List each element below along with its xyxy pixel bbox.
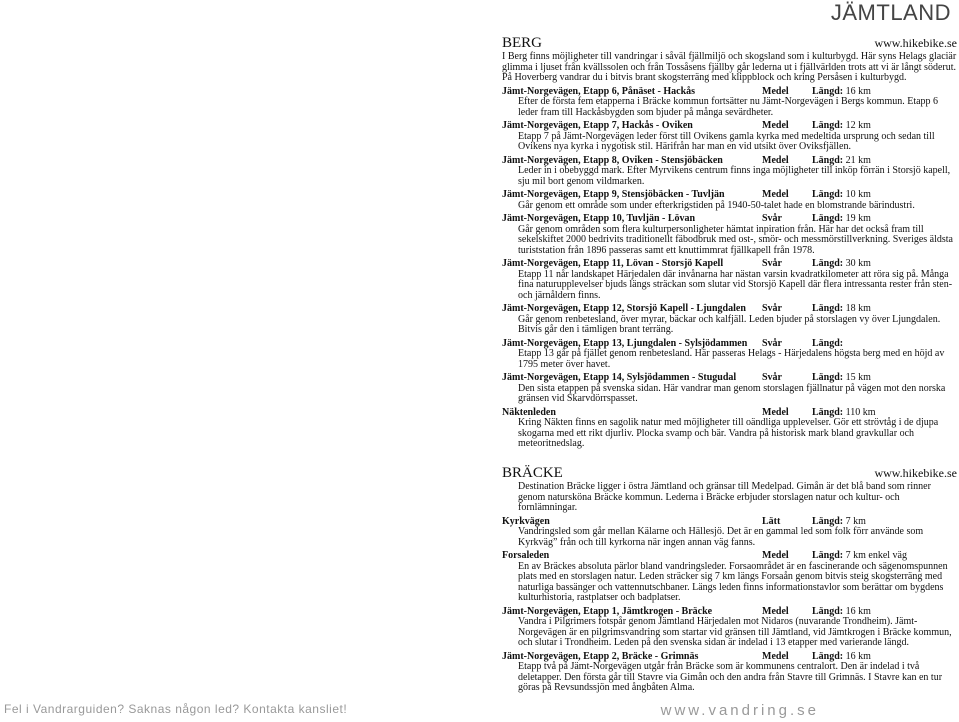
- trail-difficulty: Svår: [762, 213, 782, 224]
- trail-length: [812, 551, 907, 562]
- trail-title: Forsaleden: [502, 550, 550, 561]
- trail-difficulty: Medel: [762, 85, 789, 97]
- trail-length-value: 10 km: [845, 189, 871, 200]
- trail-entry: [502, 551, 957, 604]
- trail-title: Jämt-Norgevägen, Etapp 10, Tuvljän - Lövan: [502, 213, 696, 224]
- trail-length-value: 16 km: [845, 605, 871, 617]
- trail-description: Den sista etappen på svenska sidan. Här vandrar man genom storslagen fjällnatur på vägen mot den norska gränsen vid Skarvdörrspasset.: [518, 382, 946, 404]
- trail-entry: [502, 408, 957, 450]
- trail-entry: [502, 607, 957, 649]
- trail-description: En av Bräckes absoluta pärlor bland vandringsleder. Forsaområdet är en fascinerande och sägenomspunnen plats med en storslagen natur. Leden sträcker sig 7 km längs Forsaån genom bitvis steig skogsterräng med naturliga bassänger och vattennutschbaner. Längs leden finns informationstavlor som berättar om bygdens kulturhistoria, rastplatser och badplatser.: [518, 560, 948, 603]
- trail-header: [502, 190, 957, 201]
- trail-length-value: 30 km: [845, 258, 871, 269]
- trail-entry: [502, 121, 957, 153]
- trail-difficulty: Medel: [762, 650, 789, 662]
- trail-description: Etapp 13 går på fjället genom renbetesland. Här passeras Helags - Härjedalens högsta berg med en höjd av 1795 meter över havet.: [518, 348, 945, 370]
- berg-url: www.hikebike.se: [874, 36, 957, 50]
- trail-length-value: 16 km: [845, 85, 871, 97]
- trail-length: [812, 373, 871, 384]
- trail-entry: [502, 87, 957, 119]
- trail-difficulty: Medel: [762, 605, 789, 617]
- trail-difficulty: Medel: [762, 154, 789, 166]
- trail-difficulty: Medel: [762, 120, 789, 131]
- trail-difficulty: Svår: [762, 372, 782, 383]
- trail-description: Går genom områden som flera kulturpersonligheter hämtat inpiration från. Här har det också fram till sekelskiftet 2000 bedrivits traditionellt fäbodbruk med ost-, smör- och messmörstillverkning. Sveriges äldsta turiststation från 1896 passeras samt ett knuttimmrat fjällkapell från 1978.: [518, 223, 953, 256]
- trail-difficulty: Medel: [762, 189, 789, 200]
- trail-entry: [502, 259, 957, 301]
- trail-entry: [502, 339, 957, 371]
- trail-difficulty: Lätt: [762, 515, 781, 527]
- trail-entry: [502, 190, 957, 211]
- trail-length-value: 18 km: [845, 303, 871, 314]
- berg-title: BERG: [502, 35, 543, 51]
- trail-length-label: Längd:: [812, 337, 844, 349]
- trail-length-label: Längd:: [812, 120, 844, 131]
- trail-title: Jämt-Norgevägen, Etapp 2, Bräcke - Grimnäs: [502, 650, 699, 662]
- trail-length-label: Längd:: [812, 605, 844, 617]
- trail-length-value: 7 km enkel väg: [845, 550, 907, 561]
- trail-header: [502, 214, 957, 225]
- trail-length-label: Längd:: [812, 85, 844, 97]
- region-header: JÄMTLAND: [830, 0, 951, 25]
- trail-description: Kring Näkten finns en sagolik natur med möjligheter till oändliga upplevelser. Gör ett strövtåg i de djupa skogarna med ett rikt djurliv. Plocka svamp och bär. Vandra på historisk mark bland gravkullar och meteoritnedslag.: [518, 417, 939, 449]
- trail-title: Näktenleden: [502, 406, 556, 418]
- trail-header: [502, 304, 957, 315]
- trail-description: Leder in i obebyggd mark. Efter Myrvikens centrum finns inga möjligheter till inköp förrän i Storsjö kapell, sju mil bort genom vildmarken.: [518, 165, 951, 187]
- trail-entry: [502, 517, 957, 549]
- bracke-url: www.hikebike.se: [874, 466, 957, 480]
- trail-length: [812, 190, 871, 201]
- trail-title: Jämt-Norgevägen, Etapp 11, Lövan - Storsjö Kapell: [502, 258, 724, 269]
- trail-header: [502, 373, 957, 384]
- trail-entry: [502, 652, 957, 694]
- trail-length-value: 12 km: [845, 120, 871, 131]
- trail-description: Etapp 11 når landskapet Härjedalen där invånarna har nästan varsin kvadratkilometer att röra sig på. Många fina naturupplevelser bjuds längs sträckan som slutar vid Storsjö Kapell där flera intressanta rester från sten- och järnåldern finns.: [518, 268, 953, 301]
- trail-title: Kyrkvägen: [502, 515, 550, 527]
- trail-title: Jämt-Norgevägen, Etapp 6, Pånäset - Hackås: [502, 85, 696, 97]
- trail-length: [812, 214, 871, 225]
- trail-length-value: 16 km: [845, 650, 871, 662]
- trail-title: Jämt-Norgevägen, Etapp 9, Stensjöbäcken - Tuvljän: [502, 189, 725, 200]
- bracke-entries: [502, 517, 957, 694]
- berg-section: [502, 36, 957, 450]
- trail-title: Jämt-Norgevägen, Etapp 7, Hackås - Oviken: [502, 120, 693, 131]
- berg-title-row: [502, 36, 957, 51]
- trail-header: [502, 121, 957, 132]
- trail-length-label: Längd:: [812, 154, 844, 166]
- trail-difficulty: Svår: [762, 258, 782, 269]
- trail-title: Jämt-Norgevägen, Etapp 13, Ljungdalen - Sylsjödammen: [502, 337, 748, 349]
- footer: [0, 702, 959, 718]
- trail-length-label: Längd:: [812, 406, 844, 418]
- trail-length-label: Längd:: [812, 303, 844, 314]
- trail-difficulty: Medel: [762, 406, 789, 418]
- trail-header: [502, 259, 957, 270]
- trail-length: [812, 121, 871, 132]
- trail-entry: [502, 214, 957, 256]
- trail-entry: [502, 304, 957, 336]
- footer-website: www.vandring.se: [660, 702, 819, 719]
- bracke-title-row: [502, 466, 957, 481]
- trail-length-value: 21 km: [845, 154, 871, 166]
- trail-length-label: Längd:: [812, 189, 844, 200]
- trail-description: Går genom renbetesland, över myrar, bäckar och kalfjäll. Leden bjuder på storslagen vy över Ljungdalen. Bitvis går den i tämligen brant terräng.: [518, 313, 941, 335]
- trail-length: [812, 259, 871, 270]
- trail-description: Efter de första fem etapperna i Bräcke kommun fortsätter nu Jämt-Norgevägen i Bergs kommun. Etapp 6 leder fram till Hackåsbygden som bjuder på många sevärdheter.: [518, 96, 939, 118]
- trail-title: Jämt-Norgevägen, Etapp 14, Sylsjödammen - Stugudal: [502, 372, 737, 383]
- trail-title: Jämt-Norgevägen, Etapp 8, Oviken - Stensjöbäcken: [502, 154, 723, 166]
- trail-description: Går genom ett område som under efterkrigstiden på 1940-50-talet hade en blomstrande bärindustri.: [518, 199, 915, 211]
- berg-intro: I Berg finns möjligheter till vandringar i såväl fjällmiljö och skogsland som i kulturbygd. Här syns Helags glaciär glimma i ljuset från kvällssolen och från Tossåsens fjällby går lederna ut i fjällvärlden trots att vi är långt söderut. På Hoverberg vandrar du i bitvis brant skogsterräng med klippblock och kring Persåsen i kulturbygd.: [502, 51, 957, 83]
- bracke-section: [502, 466, 957, 694]
- trail-length-value: 19 km: [845, 213, 871, 224]
- trail-length-label: Längd:: [812, 258, 844, 269]
- trail-difficulty: Svår: [762, 337, 782, 349]
- trail-length-label: Längd:: [812, 650, 844, 662]
- trail-entry: [502, 156, 957, 188]
- trail-title: Jämt-Norgevägen, Etapp 1, Jämtkrogen - Bräcke: [502, 605, 713, 617]
- bracke-title: BRÄCKE: [502, 465, 563, 481]
- trail-description: Etapp 7 på Jämt-Norgevägen leder först till Ovikens gamla kyrka med medeltida ursprung och sedan till Ovikens nya kyrka i nygotisk stil. Härifrån har man en vid utsikt över Oviksfjällen.: [518, 130, 935, 152]
- trail-length-value: 7 km: [845, 515, 866, 527]
- trail-length-label: Längd:: [812, 213, 844, 224]
- trail-length-value: 110 km: [845, 406, 876, 418]
- trail-length-label: Längd:: [812, 372, 844, 383]
- bracke-intro: Destination Bräcke ligger i östra Jämtland och gränsar till Medelpad. Gimån är det blå band som rinner genom natursköna Bräcke kommun. Lederna i Bräcke erbjuder storslagen natur och kultur- och fornlämningar.: [518, 481, 931, 513]
- trail-length-value: 15 km: [845, 372, 871, 383]
- footer-contact-text: Fel i Vandrarguiden? Saknas någon led? Kontakta kansliet!: [4, 702, 348, 716]
- trail-description: Vandringsled som går mellan Kälarne och Hällesjö. Det är en gammal led som folk förr använde som Kyrkväg” från och till kyrkorna när ingen annan väg fanns.: [518, 526, 924, 548]
- trail-title: Jämt-Norgevägen, Etapp 12, Storsjö Kapell - Ljungdalen: [502, 303, 746, 314]
- trail-header: [502, 551, 957, 562]
- berg-entries: [502, 87, 957, 450]
- trail-length: [812, 304, 871, 315]
- trail-length-label: Längd:: [812, 550, 844, 561]
- trail-entry: [502, 373, 957, 405]
- trail-length-label: Längd:: [812, 515, 844, 527]
- trail-difficulty: Svår: [762, 303, 782, 314]
- trail-difficulty: Medel: [762, 550, 789, 561]
- trail-description: Etapp två på Jämt-Norgevägen utgår från Bräcke som är kommunens centralort. Den är indelad i två deletapper. Den första går till Stavre via Gimån och den andra från Stavre till Grimnäs. I Stavre kan en tur göras på Revsundssjön med ångbåten Alma.: [518, 661, 943, 693]
- trail-description: Vandra i Pilgrimers fotspår genom Jämtland Härjedalen mot Nidaros (nuvarande Trondheim). Jämt-Norgevägen är en pilgrimsvandring som startar vid gränsen till Jämtland, vid Jämtkrogen i Bräcke kommun, och slutar i Trondheim. Leden på den svenska sidan är indelad i 13 etapper med varierande längd.: [518, 616, 952, 648]
